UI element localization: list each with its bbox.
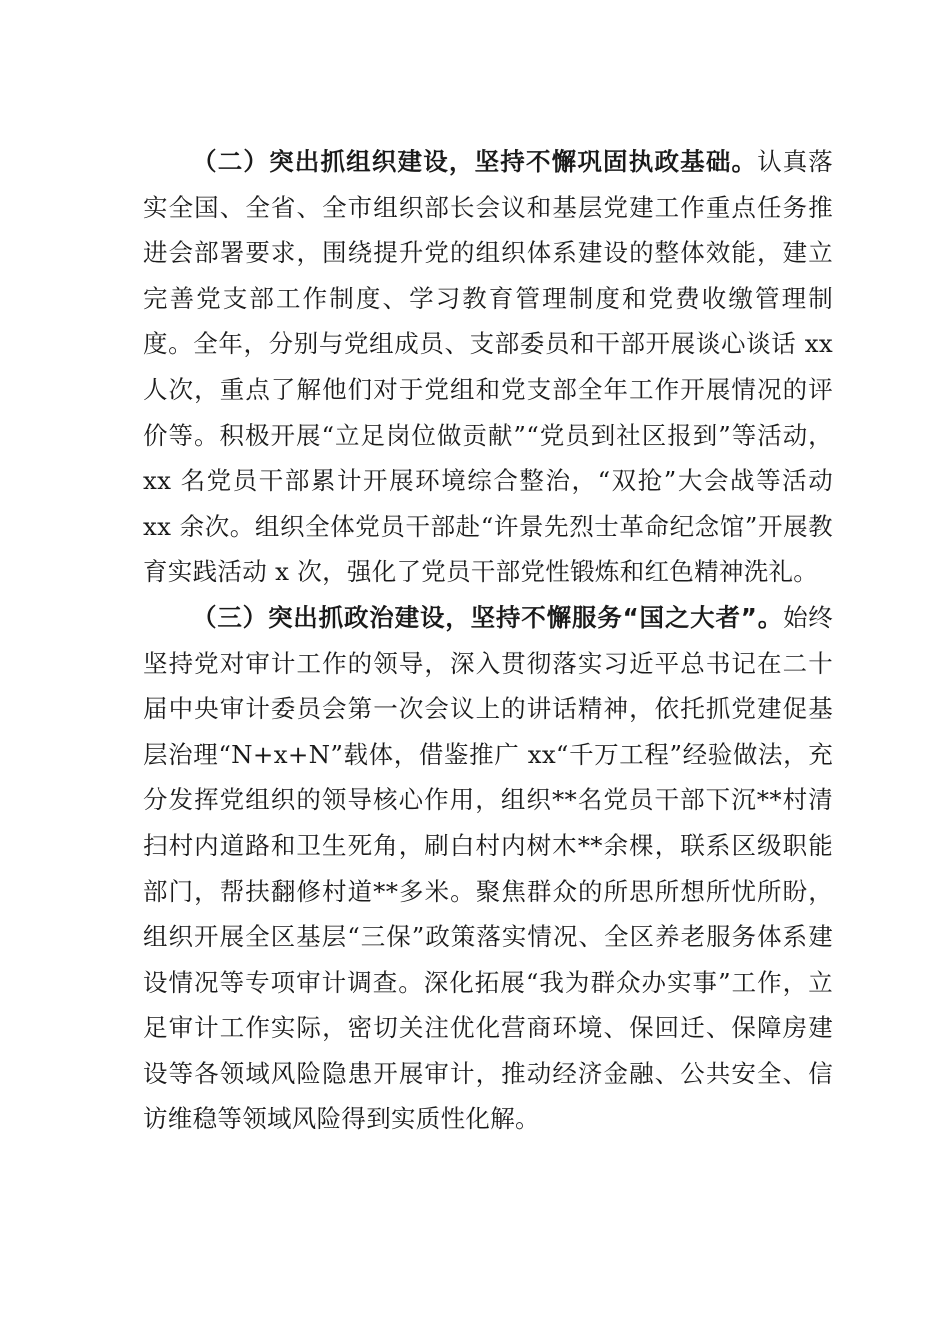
paragraph-organization-building (143, 139, 833, 595)
paragraph-political-building (143, 595, 833, 1142)
paragraph-text: 始终坚持党对审计工作的领导，深入贯彻落实习近平总书记在二十届中央审计委员会第一次会议上的讲话精神，依托抓党建促基层治理“N+x+N”载体，借鉴推广 xx“千万工程”经验做法，充分发挥党组织的领导核心作用，组织**名党员干部下沉**村清扫村内道路和卫生死角，刷白村内树木**余棵，联系区级职能部门，帮扶翻修村道**多米。聚焦群众的所思所想所忧所盼，组织开展全区基层“三保”政策落实情况、全区养老服务体系建设情况等专项审计调查。深化拓展“我为群众办实事”工作，立足审计工作实际，密切关注优化营商环境、保回迁、保障房建设等各领域风险隐患开展审计，推动经济金融、公共安全、信访维稳等领域风险得到实质性化解。 (143, 602, 833, 1134)
paragraph-heading: （二）突出抓组织建设，坚持不懈巩固执政基础。 (192, 147, 758, 176)
paragraph-heading: （三）突出抓政治建设，坚持不懈服务“国之大者”。 (192, 602, 784, 632)
paragraph-text: 认真落实全国、全省、全市组织部长会议和基层党建工作重点任务推进会部署要求，围绕提升党的组织体系建设的整体效能，建立完善党支部工作制度、学习教育管理制度和党费收缴管理制度。全年，分别与党组成员、支部委员和干部开展谈心谈话 xx 人次，重点了解他们对于党组和党支部全年工作开展情况的评价等。积极开展“立足岗位做贡献”“党员到社区报到”等活动，xx 名党员干部累计开展环境综合整治，“双抢”大会战等活动 xx 余次。组织全体党员干部赴“许景先烈士革命纪念馆”开展教育实践活动 x 次，强化了党员干部党性锻炼和红色精神洗礼。 (143, 147, 834, 587)
document-body (143, 139, 833, 1142)
